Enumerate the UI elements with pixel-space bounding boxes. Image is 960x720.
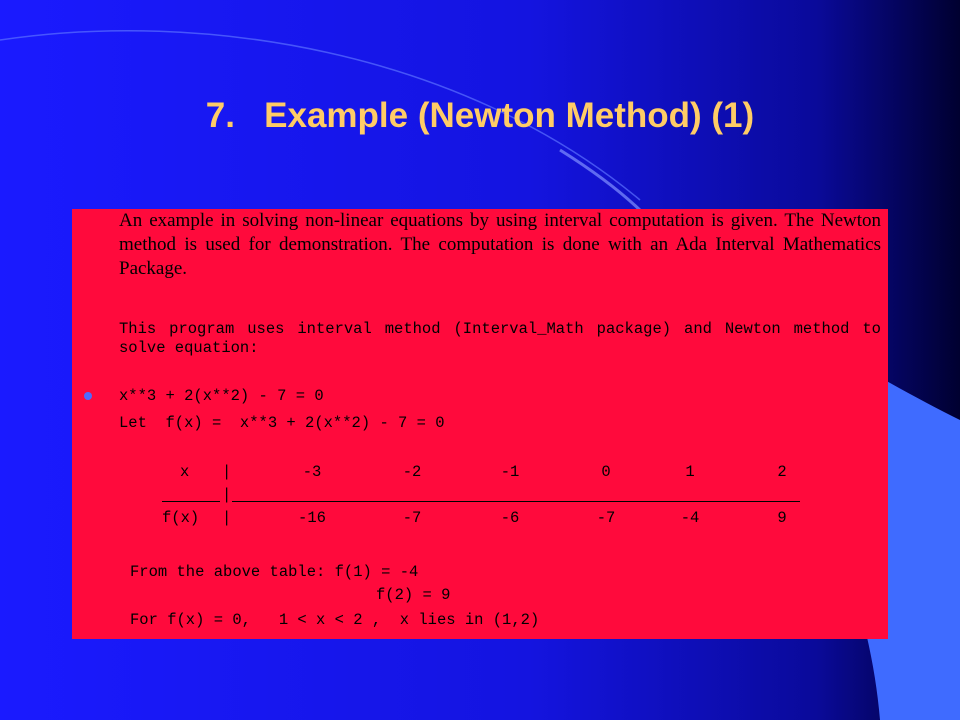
table-separator: |	[222, 509, 232, 527]
table-fx-value: -16	[298, 509, 326, 527]
let-equation: Let f(x) = x**3 + 2(x**2) - 7 = 0	[119, 414, 445, 432]
table-fx-label: f(x)	[162, 509, 200, 527]
conclusion-line-1: From the above table: f(1) = -4	[130, 563, 419, 581]
table-x-label: x	[180, 463, 190, 481]
table-x-value: -2	[402, 463, 422, 481]
conclusion-line-2: f(2) = 9	[376, 586, 451, 604]
table-fx-value: -7	[596, 509, 616, 527]
table-x-value: 0	[601, 463, 611, 481]
table-divider-left	[162, 501, 220, 502]
table-x-value: 1	[685, 463, 695, 481]
program-description: This program uses interval method (Interval_Math package) and Newton method to solve equation:	[119, 320, 881, 357]
table-fx-value: 9	[777, 509, 787, 527]
table-fx-value: -6	[500, 509, 520, 527]
table-x-value: -3	[302, 463, 322, 481]
table-separator: |	[222, 486, 232, 504]
table-x-value: 2	[777, 463, 787, 481]
content-panel	[72, 209, 888, 639]
slide-title: 7. Example (Newton Method) (1)	[205, 96, 755, 135]
bullet-icon	[84, 392, 92, 400]
table-fx-value: -4	[680, 509, 700, 527]
table-fx-value: -7	[402, 509, 422, 527]
conclusion-line-3: For f(x) = 0, 1 < x < 2 , x lies in (1,2)	[130, 611, 540, 629]
intro-paragraph: An example in solving non-linear equations by using interval computation is given. The Newton method is used for demonstration. The computation is done with an Ada Interval Mathematics Package.	[119, 210, 881, 279]
swoosh-line-2	[560, 150, 645, 215]
table-x-value: -1	[500, 463, 520, 481]
bullet-equation: x**3 + 2(x**2) - 7 = 0	[119, 387, 324, 405]
table-divider-right	[232, 501, 800, 502]
table-separator: |	[222, 463, 232, 481]
